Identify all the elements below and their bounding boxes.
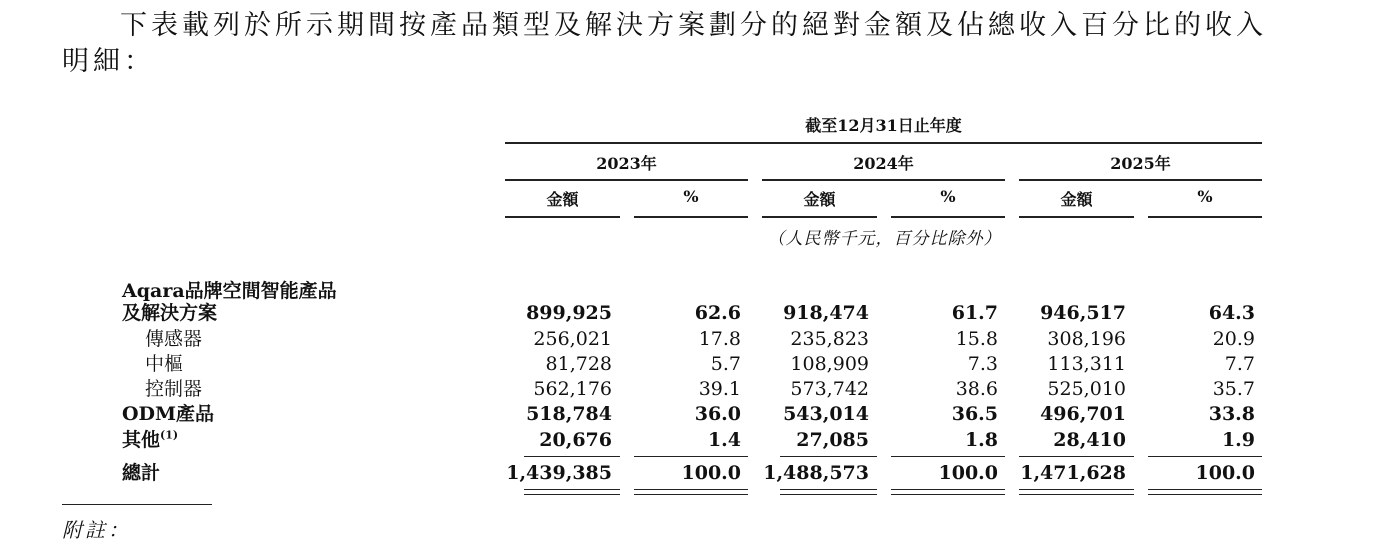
percent-cell: 36.0 <box>694 403 741 425</box>
row-label-value: 及解決方案 <box>122 302 218 324</box>
percent-cell: 39.1 <box>698 378 741 400</box>
percent-cell: 62.6 <box>694 302 741 324</box>
subtotal-rule <box>1148 456 1262 457</box>
amount-cell: 543,014 <box>783 403 869 425</box>
percent-header-2024: % <box>940 187 956 206</box>
col-rule <box>634 216 748 218</box>
amount-cell: 81,728 <box>545 353 612 375</box>
total-double-rule <box>1019 489 1134 490</box>
amount-cell: 573,742 <box>790 378 869 400</box>
total-double-rule <box>1148 494 1262 495</box>
row-label <box>122 428 482 453</box>
subtotal-rule <box>891 456 1005 457</box>
row-label <box>122 402 482 427</box>
amount-cell: 1,471,628 <box>1020 462 1126 484</box>
amount-cell: 918,474 <box>783 302 869 324</box>
subtotal-rule <box>524 456 620 457</box>
subtotal-rule <box>780 456 877 457</box>
percent-header-2025: % <box>1197 187 1213 206</box>
row-label <box>145 327 482 352</box>
row-label <box>122 301 482 326</box>
amount-cell: 496,701 <box>1040 403 1126 425</box>
amount-cell: 525,010 <box>1047 378 1126 400</box>
amount-cell: 113,311 <box>1047 353 1126 375</box>
year-rule-2025 <box>1019 179 1262 181</box>
col-rule <box>762 216 877 218</box>
total-double-rule <box>634 494 748 495</box>
row-label <box>145 377 482 402</box>
total-double-rule <box>780 494 877 495</box>
table-row <box>0 402 1394 427</box>
percent-cell: 100.0 <box>938 462 998 484</box>
row-label-value: 中樞 <box>145 353 184 375</box>
subtotal-rule <box>634 456 748 457</box>
amount-cell: 20,676 <box>539 429 612 451</box>
row-label-value: 傳感器 <box>145 328 203 350</box>
amount-header-2023: 金額 <box>546 190 579 209</box>
header-rule <box>505 142 1262 144</box>
intro-line-2: 明細： <box>62 46 155 77</box>
percent-cell: 15.8 <box>955 328 998 350</box>
percent-cell: 100.0 <box>681 462 741 484</box>
total-double-rule <box>1148 489 1262 490</box>
amount-cell: 308,196 <box>1047 328 1126 350</box>
percent-header-2023: % <box>683 187 699 206</box>
total-double-rule <box>524 489 620 490</box>
amount-header-2025: 金額 <box>1060 190 1093 209</box>
footnote-marker: (1) <box>160 428 179 442</box>
row-label-value: 控制器 <box>145 378 203 400</box>
percent-cell: 17.8 <box>698 328 741 350</box>
row-label-value: ODM產品 <box>122 403 215 425</box>
percent-cell: 1.4 <box>707 429 741 451</box>
percent-cell: 7.7 <box>1224 353 1255 375</box>
amount-cell: 235,823 <box>790 328 869 350</box>
year-2024: 2024年 <box>853 154 914 173</box>
intro-line-1: 下表載列於所示期間按產品類型及解決方案劃分的絕對金額及佔總收入百分比的收入 <box>120 10 1267 41</box>
total-row <box>0 461 1394 486</box>
table-row <box>0 428 1394 453</box>
percent-cell: 20.9 <box>1212 328 1255 350</box>
row-label-text <box>122 462 162 484</box>
period-header: 截至12月31日止年度 <box>805 116 962 135</box>
subtotal-rule <box>1019 456 1134 457</box>
row-label-text <box>145 378 204 400</box>
footnote-label: 附註： <box>62 518 131 542</box>
table-row <box>0 377 1394 402</box>
year-2023: 2023年 <box>596 154 657 173</box>
row-label-text <box>122 403 216 425</box>
amount-cell: 256,021 <box>533 328 612 350</box>
row-label-value: 總計 <box>122 462 161 484</box>
table-row <box>0 352 1394 377</box>
amount-cell: 518,784 <box>526 403 612 425</box>
amount-cell: 28,410 <box>1053 429 1126 451</box>
percent-cell: 100.0 <box>1195 462 1255 484</box>
amount-cell: 946,517 <box>1040 302 1126 324</box>
table-row <box>0 327 1394 352</box>
amount-cell: 1,439,385 <box>506 462 612 484</box>
year-rule-2023 <box>505 179 748 181</box>
col-rule <box>891 216 1005 218</box>
leader-dots <box>122 478 482 480</box>
year-rule-2024 <box>762 179 1005 181</box>
footnote-rule <box>62 504 212 505</box>
col-rule <box>1148 216 1262 218</box>
amount-cell: 1,488,573 <box>763 462 869 484</box>
percent-cell: 1.8 <box>964 429 998 451</box>
percent-cell: 61.7 <box>951 302 998 324</box>
row-label <box>145 352 482 377</box>
row-label <box>122 461 482 486</box>
row-label-text <box>122 302 219 324</box>
row-label-text <box>122 429 180 451</box>
col-rule <box>1019 216 1134 218</box>
amount-cell: 562,176 <box>533 378 612 400</box>
amount-header-2024: 金額 <box>803 190 836 209</box>
row-label-text <box>145 353 185 375</box>
total-double-rule <box>524 494 620 495</box>
total-double-rule <box>891 494 1005 495</box>
total-double-rule <box>1019 494 1134 495</box>
leader-dots <box>145 369 482 371</box>
intro-paragraph <box>62 8 1372 80</box>
percent-cell: 35.7 <box>1212 378 1255 400</box>
percent-cell: 7.3 <box>967 353 998 375</box>
percent-cell: 38.6 <box>955 378 998 400</box>
col-rule <box>505 216 620 218</box>
percent-cell: 5.7 <box>710 353 741 375</box>
row-label-text <box>145 328 204 350</box>
unit-note: （人民幣千元，百分比除外） <box>767 229 1002 249</box>
percent-cell: 33.8 <box>1208 403 1255 425</box>
row-label-value: 其他 <box>122 429 161 451</box>
percent-cell: 36.5 <box>951 403 998 425</box>
percent-cell: 64.3 <box>1208 302 1255 324</box>
amount-cell: 108,909 <box>790 353 869 375</box>
table-row <box>0 301 1394 326</box>
percent-cell: 1.9 <box>1221 429 1255 451</box>
amount-cell: 899,925 <box>526 302 612 324</box>
year-2025: 2025年 <box>1110 154 1171 173</box>
total-double-rule <box>891 489 1005 490</box>
group-label-aqara: Aqara品牌空間智能產品 <box>122 280 337 302</box>
total-double-rule <box>780 489 877 490</box>
amount-cell: 27,085 <box>796 429 869 451</box>
total-double-rule <box>634 489 748 490</box>
